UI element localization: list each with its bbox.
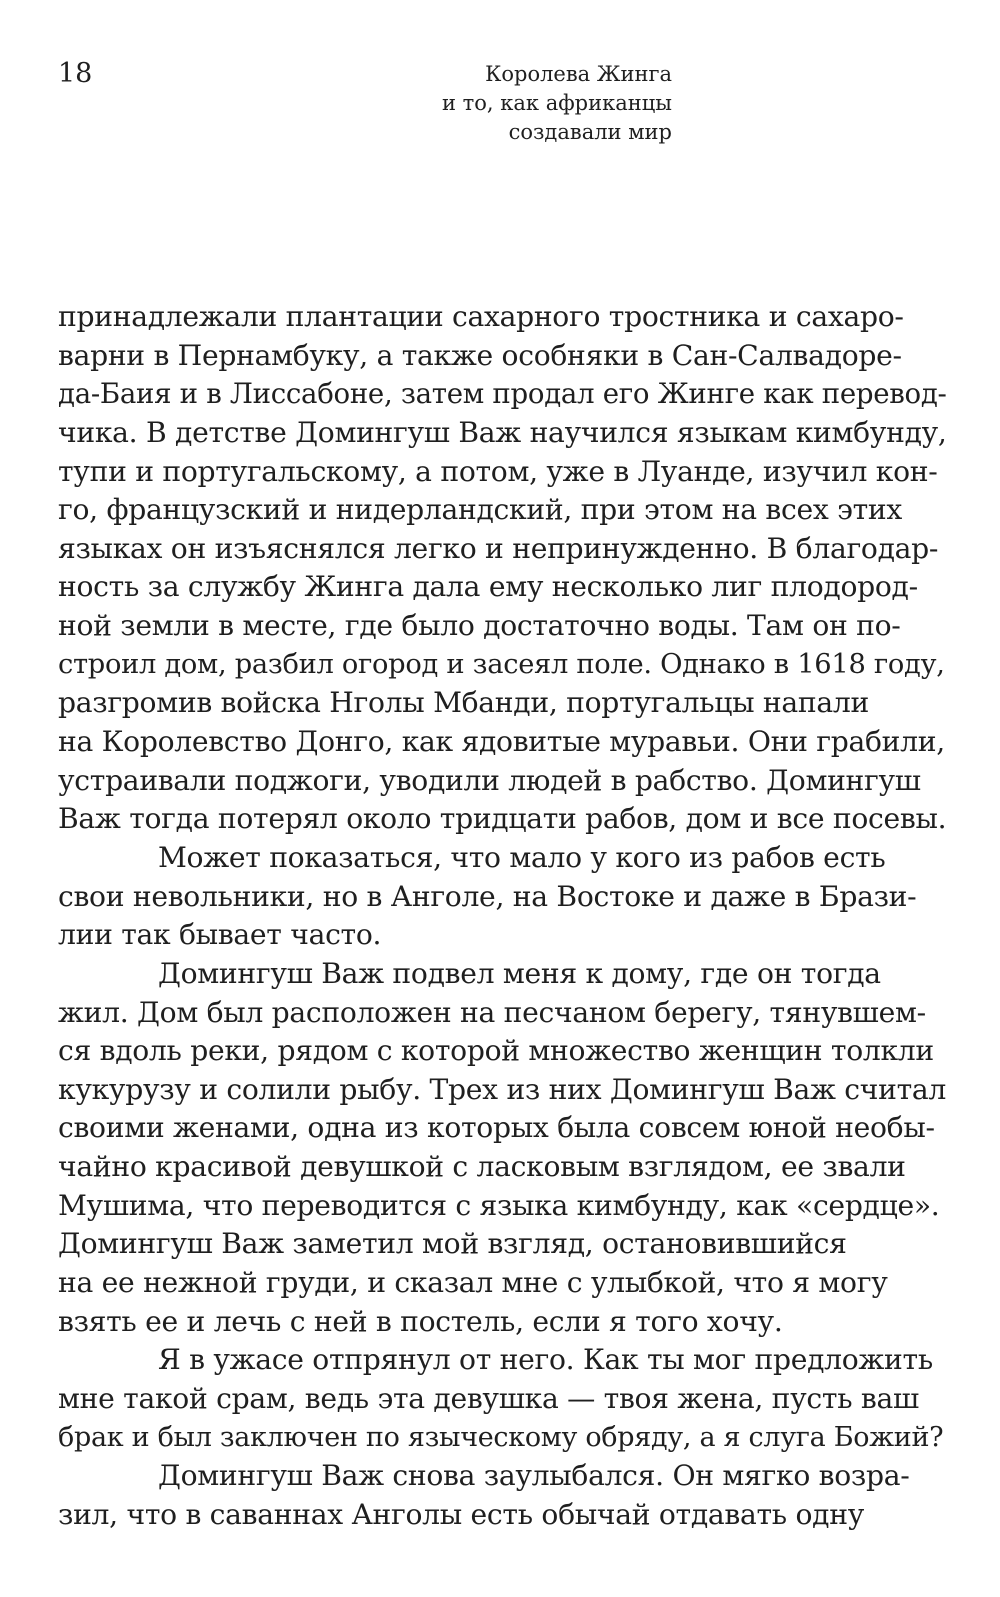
text-line: жил. Дом был расположен на песчаном берегу, тянувшем- — [58, 995, 926, 1029]
text-line: тупи и португальскому, а потом, уже в Луанде, изучил кон- — [58, 454, 938, 488]
text-line: лии так бывает часто. — [58, 918, 382, 952]
text-line: ной земли в месте, где было достаточно воды. Там он по- — [58, 609, 901, 643]
text-line: Домингуш Важ снова заулыбался. Он мягко возра- — [158, 1459, 910, 1493]
text-line: мне такой срам, ведь эта девушка — твоя жена, пусть ваш — [58, 1381, 919, 1415]
text-line: брак и был заключен по языческому обряду, а я слуга Божий? — [58, 1421, 944, 1453]
text-line: языках он изъяснялся легко и непринужденно. В благодар- — [58, 531, 939, 565]
text-line: принадлежали плантации сахарного тростника и сахаро- — [58, 300, 904, 333]
text-line: разгромив войска Нголы Мбанди, португальцы напали — [58, 686, 869, 720]
text-line: на Королевство Донго, как ядовитые муравьи. Они грабили, — [58, 725, 945, 759]
text-line: варни в Пернамбуку, а также особняки в Сан-Салвадоре- — [58, 338, 902, 372]
running-head — [380, 60, 672, 147]
running-head-line: создавали мир — [508, 120, 672, 144]
running-head-line: и то, как африканцы — [442, 91, 672, 115]
text-line: Домингуш Важ подвел меня к дому, где он тогда — [158, 956, 881, 990]
text-line: чика. В детстве Домингуш Важ научился языкам кимбунду, — [58, 415, 947, 449]
text-line: Домингуш Важ заметил мой взгляд, остановившийся — [58, 1227, 847, 1261]
text-line: строил дом, разбил огород и засеял поле. Однако в 1618 году, — [58, 648, 945, 680]
page-number: 18 — [58, 58, 93, 89]
body-text — [58, 298, 948, 1535]
text-line: своими женами, одна из которых была совсем юной необы- — [58, 1111, 935, 1145]
text-line: го, французский и нидерландский, при этом на всех этих — [58, 493, 902, 527]
text-line: на ее нежной груди, и сказал мне с улыбкой, что я могу — [58, 1266, 888, 1300]
text-line: да-Баия и в Лиссабоне, затем продал его Жинге как перевод- — [58, 377, 947, 411]
text-line: ся вдоль реки, рядом с которой множество женщин толкли — [58, 1034, 934, 1068]
text-line: Важ тогда потерял около тридцати рабов, дом и все посевы. — [58, 802, 947, 836]
running-head-line: Королева Жинга — [485, 62, 672, 86]
text-line: свои невольники, но в Анголе, на Востоке и даже в Брази- — [58, 879, 917, 913]
text-line: Может показаться, что мало у кого из рабов есть — [158, 840, 886, 874]
text-line: чайно красивой девушкой с ласковым взглядом, ее звали — [58, 1150, 906, 1184]
text-line: Мушима, что переводится с языка кимбунду, как «сердце». — [58, 1188, 940, 1222]
text-line: взять ее и лечь с ней в постель, если я того хочу. — [58, 1304, 783, 1338]
text-line: кукурузу и солили рыбу. Трех из них Домингуш Важ считал — [58, 1072, 947, 1106]
text-line: Я в ужасе отпрянул от него. Как ты мог предложить — [158, 1343, 933, 1377]
text-line: зил, что в саваннах Анголы есть обычай отдавать одну — [58, 1497, 864, 1531]
text-line: устраивали поджоги, уводили людей в рабство. Домингуш — [58, 763, 921, 797]
text-line: ность за службу Жинга дала ему несколько лиг плодород- — [58, 570, 918, 604]
